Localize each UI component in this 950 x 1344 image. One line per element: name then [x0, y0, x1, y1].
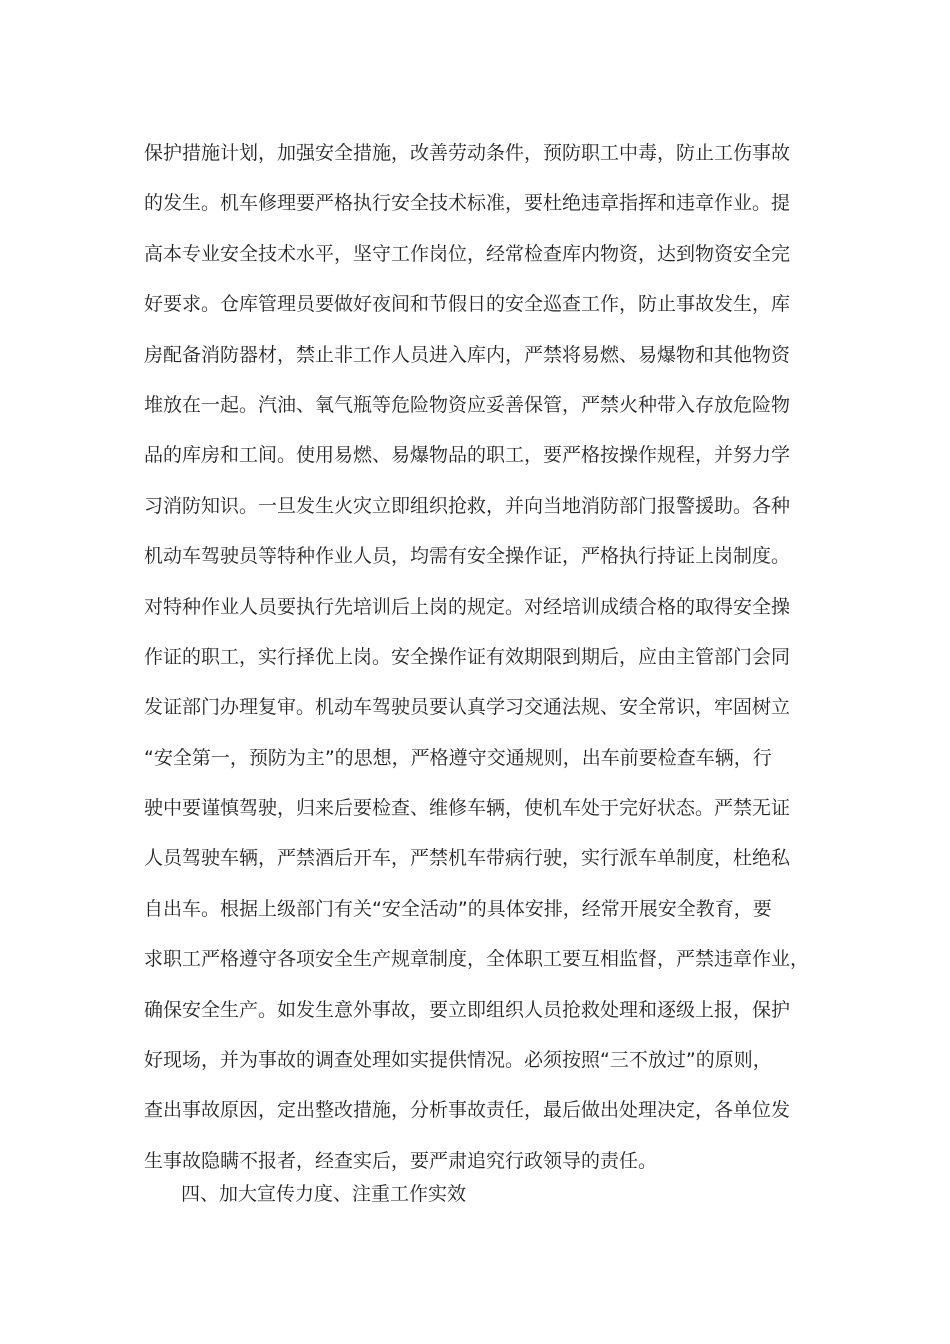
- text-line: 机动车驾驶员等特种作业人员，均需有安全操作证，严格执行持证上岗制度。: [144, 545, 791, 568]
- text-line: 习消防知识。一旦发生火灾立即组织抢救，并向当地消防部门报警援助。各种: [144, 494, 791, 517]
- text-line: 查出事故原因，定出整改措施，分析事故责任，最后做出处理决定，各单位发: [144, 1099, 791, 1122]
- text-line: 自出车。根据上级部门有关“安全活动”的具体安排，经常开展安全教育，要: [144, 897, 772, 920]
- text-line: 堆放在一起。汽油、氧气瓶等危险物资应妥善保管，严禁火种带入存放危险物: [144, 393, 791, 416]
- text-line: 对特种作业人员要执行先培训后上岗的规定。对经培训成绩合格的取得安全操: [144, 595, 791, 618]
- section-heading: 四、加大宣传力度、注重工作实效: [181, 1183, 467, 1205]
- text-line: 求职工严格遵守各项安全生产规章制度，全体职工要互相监督，严禁违章作业，: [144, 948, 810, 971]
- text-line: 作证的职工，实行择优上岗。安全操作证有效期限到期后，应由主管部门会同: [144, 645, 791, 668]
- body-paragraph: [144, 128, 824, 1186]
- text-line: 确保安全生产。如发生意外事故，要立即组织人员抢救处理和逐级上报，保护: [144, 998, 791, 1021]
- text-line: 好要求。仓库管理员要做好夜间和节假日的安全巡查工作，防止事故发生，库: [144, 293, 791, 316]
- text-line: 的发生。机车修理要严格执行安全技术标准，要杜绝违章指挥和违章作业。提: [144, 192, 791, 215]
- text-line: 人员驾驶车辆，严禁酒后开车，严禁机车带病行驶，实行派车单制度，杜绝私: [144, 847, 791, 870]
- text-line: 生事故隐瞒不报者，经查实后，要严肃追究行政领导的责任。: [144, 1149, 658, 1172]
- text-line: “安全第一，预防为主”的思想，严格遵守交通规则，出车前要检查车辆，行: [144, 746, 772, 769]
- text-line: 品的库房和工间。使用易燃、易爆物品的职工，要严格按操作规程，并努力学: [144, 444, 791, 467]
- text-line: 房配备消防器材，禁止非工作人员进入库内，严禁将易燃、易爆物和其他物资: [144, 343, 791, 366]
- text-line: 发证部门办理复审。机动车驾驶员要认真学习交通法规、安全常识，牢固树立: [144, 696, 791, 719]
- text-line: 驶中要谨慎驾驶，归来后要检查、维修车辆，使机车处于完好状态。严禁无证: [144, 797, 791, 820]
- text-line: 高本专业安全技术水平，坚守工作岗位，经常检查库内物资，达到物资安全完: [144, 242, 791, 265]
- text-line: 好现场，并为事故的调查处理如实提供情况。必须按照“三不放过”的原则，: [144, 1049, 772, 1072]
- text-line: 保护措施计划，加强安全措施，改善劳动条件，预防职工中毒，防止工伤事故: [144, 142, 791, 164]
